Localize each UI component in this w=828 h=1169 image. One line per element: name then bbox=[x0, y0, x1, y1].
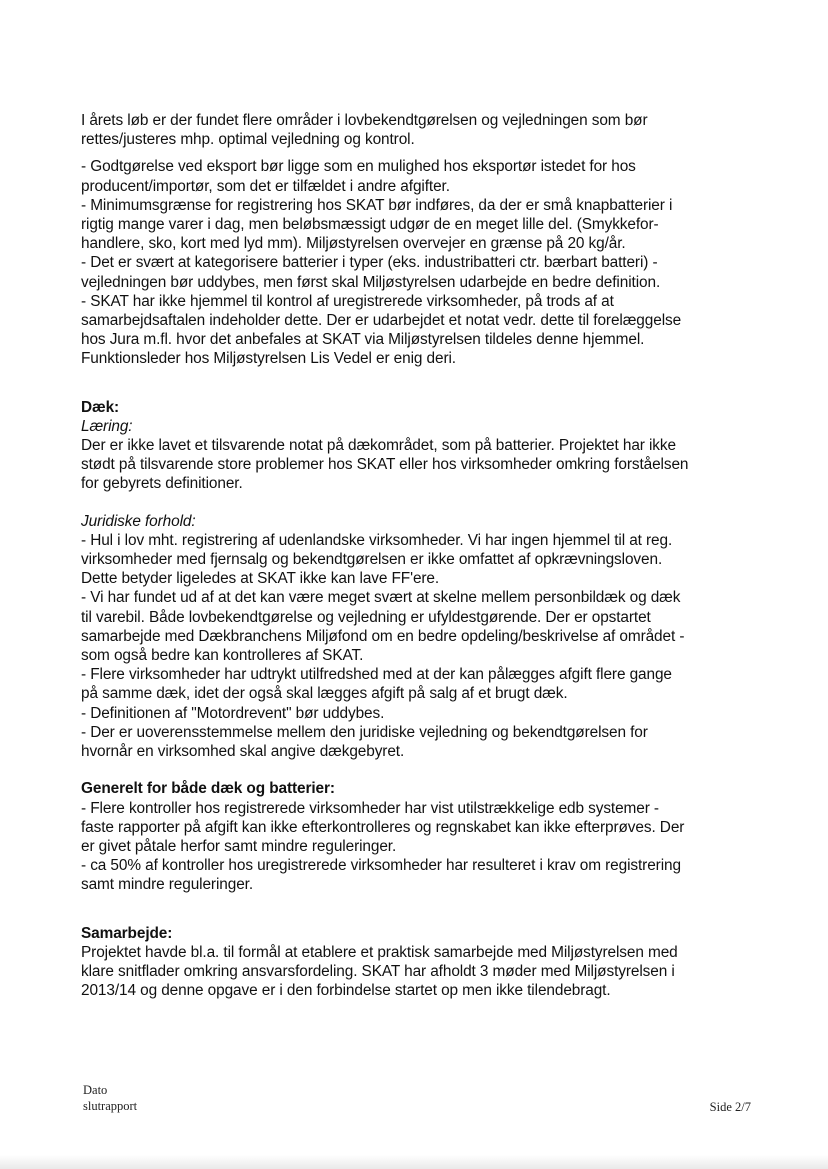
text-line: samt mindre reguleringer. bbox=[81, 876, 254, 894]
text-line: - Vi har fundet ud af at det kan være meget svært at skelne mellem personbildæk og dæk bbox=[81, 589, 681, 607]
text-line: stødt på tilsvarende store problemer hos SKAT eller hos virksomheder omkring forståelsen bbox=[81, 456, 689, 474]
text-line: på samme dæk, idet der også skal lægges afgift på salg af et brugt dæk. bbox=[81, 685, 568, 703]
text-line: Der er ikke lavet et tilsvarende notat på dækområdet, som på batterier. Projektet har ikke bbox=[81, 437, 676, 455]
text-line: - Hul i lov mht. registrering af udenlandske virksomheder. Vi har ingen hjemmel til at reg. bbox=[81, 531, 673, 549]
section-samarbejde bbox=[81, 924, 751, 1001]
intro-paragraph bbox=[81, 111, 751, 149]
section-heading: Generelt for både dæk og batterier: bbox=[81, 780, 335, 798]
text-line: hvornår en virksomhed skal angive dækgebyret. bbox=[81, 743, 405, 761]
text-line: hos Jura m.fl. hvor det anbefales at SKAT via Miljøstyrelsen tildeles denne hjemmel. bbox=[81, 331, 645, 349]
text-line: 2013/14 og denne opgave er i den forbindelse startet op men ikke tilendebragt. bbox=[81, 982, 611, 1000]
subheading-juridiske-forhold: Juridiske forhold: bbox=[81, 512, 196, 530]
section-generelt bbox=[81, 779, 751, 894]
text-line: vejledningen bør uddybes, men først skal Miljøstyrelsen udarbejde en bedre definition. bbox=[81, 273, 661, 291]
text-line: Funktionsleder hos Miljøstyrelsen Lis Vedel er enig deri. bbox=[81, 350, 456, 368]
text-line: samarbejdsaftalen indeholder dette. Der er udarbejdet et notat vedr. dette til forelæggelse bbox=[81, 312, 682, 330]
text-line: Dette betyder ligeledes at SKAT ikke kan lave FF'ere. bbox=[81, 570, 440, 588]
intro-list bbox=[81, 157, 751, 368]
section-heading: Dæk: bbox=[81, 398, 120, 416]
text-line: - Minimumsgrænse for registrering hos SKAT bør indføres, da der er små knapbatterier i bbox=[81, 196, 673, 214]
text-line: - Godtgørelse ved eksport bør ligge som en mulighed hos eksportør istedet for hos bbox=[81, 158, 636, 176]
text-line: handlere, sko, kort med lyd mm). Miljøstyrelsen overvejer en grænse på 20 kg/år. bbox=[81, 235, 626, 253]
footer-document-name: slutrapport bbox=[83, 1099, 138, 1113]
text-line: - Det er svært at kategorisere batterier i typer (eks. industribatteri ctr. bærbart batteri) - bbox=[81, 254, 658, 272]
text-line: rigtig mange varer i dag, men beløbsmæssigt udgør de en meget lille del. (Smykkefor- bbox=[81, 216, 659, 234]
text-line: faste rapporter på afgift kan ikke efterkontrolleres og regnskabet kan ikke efterprøves. Der bbox=[81, 818, 685, 836]
text-line: rettes/justeres mhp. optimal vejledning og kontrol. bbox=[81, 131, 415, 149]
text-line: - Flere kontroller hos registrerede virksomheder har vist utilstrækkelige edb systemer - bbox=[81, 799, 659, 817]
section-heading: Samarbejde: bbox=[81, 924, 173, 942]
footer-date-label: Dato bbox=[83, 1083, 108, 1097]
text-line: - ca 50% af kontroller hos uregistrerede virksomheder har resulteret i krav om registrering bbox=[81, 857, 681, 875]
text-line: producent/importør, som det er tilfældet i andre afgifter. bbox=[81, 177, 450, 195]
text-line: er givet påtale herfor samt mindre reguleringer. bbox=[81, 837, 397, 855]
scan-edge bbox=[0, 1155, 828, 1169]
text-line: klare snitflader omkring ansvarsfordeling. SKAT har afholdt 3 møder med Miljøstyrelsen i bbox=[81, 962, 675, 980]
text-line: I årets løb er der fundet flere områder i lovbekendtgørelsen og vejledningen som bør bbox=[81, 112, 648, 129]
text-line: - Definitionen af "Motordrevent" bør uddybes. bbox=[81, 704, 385, 722]
subheading-laering: Læring: bbox=[81, 417, 133, 435]
text-line: - SKAT har ikke hjemmel til kontrol af uregistrerede virksomheder, på trods af at bbox=[81, 292, 614, 310]
text-line: - Der er uoverensstemmelse mellem den juridiske vejledning og bekendtgørelsen for bbox=[81, 723, 648, 741]
text-line: samarbejde med Dækbranchens Miljøfond om en bedre opdeling/beskrivelse af området - bbox=[81, 627, 685, 645]
text-line: - Flere virksomheder har udtrykt utilfredshed med at der kan pålægges afgift flere gange bbox=[81, 666, 672, 684]
text-line: virksomheder med fjernsalg og bekendtgørelsen er ikke omfattet af opkrævningsloven. bbox=[81, 551, 663, 569]
text-line: til varebil. Både lovbekendtgørelse og vejledning er ufyldestgørende. Der er opstartet bbox=[81, 608, 651, 626]
text-line: Projektet havde bl.a. til formål at etablere et praktisk samarbejde med Miljøstyrelsen med bbox=[81, 943, 678, 961]
document-body bbox=[81, 111, 751, 1000]
text-line: for gebyrets definitioner. bbox=[81, 475, 243, 493]
text-line: som også bedre kan kontrolleres af SKAT. bbox=[81, 647, 364, 665]
section-daek bbox=[81, 398, 751, 762]
page-number: Side 2/7 bbox=[709, 1100, 751, 1114]
footer-left bbox=[83, 1082, 137, 1114]
